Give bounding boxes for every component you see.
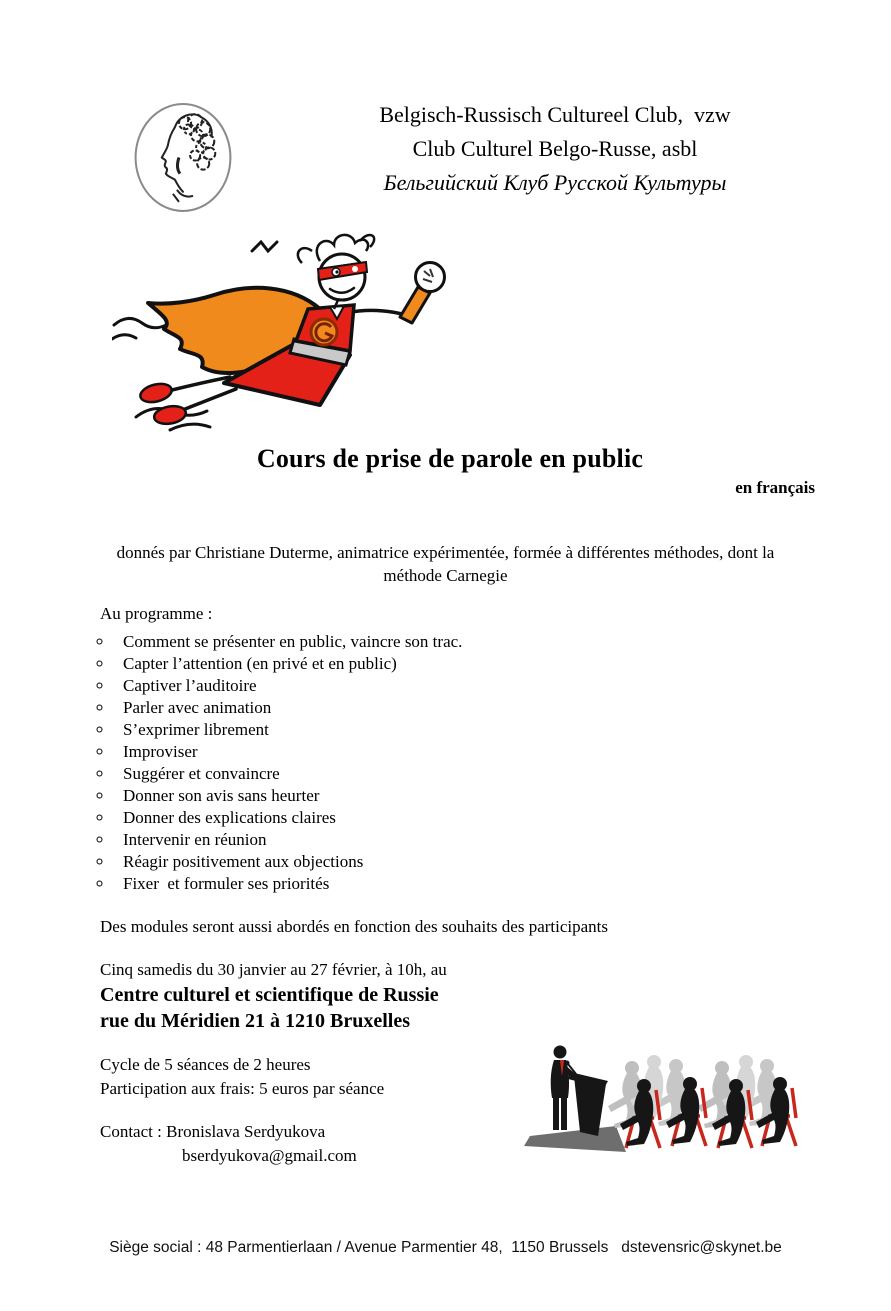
superheroine-microphone-illustration-icon [112,226,460,440]
programme-item: ◦ Parler avec animation [114,697,462,719]
venue-address: rue du Méridien 21 à 1210 Bruxelles [100,1010,410,1032]
programme-section [100,603,462,895]
trainer-intro: donnés par Christiane Duterme, animatrice expérimentée, formée à différentes méthodes, dont la méthode Carnegie [116,543,779,585]
contact-section [100,1120,357,1168]
club-name-block [280,98,830,200]
modules-note: Des modules seront aussi abordés en fonction des souhaits des participants [100,917,609,936]
club-logo-pushkin-medallion-icon [132,101,234,214]
schedule-section [100,958,447,1034]
programme-item: ◦ Suggérer et convaincre [114,763,462,785]
programme-item: ◦ Capter l’attention (en privé et en public) [114,653,462,675]
programme-item: ◦ Réagir positivement aux objections [114,851,462,873]
programme-list [100,631,462,895]
course-details [100,1053,384,1101]
contact-email: bserdyukova@gmail.com [182,1146,357,1165]
programme-item: ◦ S’exprimer librement [114,719,462,741]
programme-item: ◦ Comment se présenter en public, vaincre son trac. [114,631,462,653]
registered-office-footer: Siège social : 48 Parmentierlaan / Avenue Parmentier 48, 1150 Brussels dstevensric@skynet.be [109,1239,782,1256]
programme-heading: Au programme : [100,604,213,623]
fee-info: Participation aux frais: 5 euros par séance [100,1079,385,1098]
programme-item: ◦ Captiver l’auditoire [114,675,462,697]
venue-name: Centre culturel et scientifique de Russie [100,984,439,1006]
programme-item: ◦ Donner des explications claires [114,807,462,829]
programme-item: ◦ Donner son avis sans heurter [114,785,462,807]
language-note: en français [735,478,815,497]
schedule-dates: Cinq samedis du 30 janvier au 27 février, à 10h, au [100,960,447,979]
programme-item: ◦ Improviser [114,741,462,763]
cycle-info: Cycle de 5 séances de 2 heures [100,1055,311,1074]
programme-item: ◦ Fixer et formuler ses priorités [114,873,462,895]
club-name-dutch: Belgisch-Russisch Cultureel Club, vzw [379,102,731,127]
speaker-audience-illustration-icon [524,1038,802,1156]
club-name-russian: Бельгийский Клуб Русской Культуры [383,170,727,195]
club-name-french: Club Culturel Belgo-Russe, asbl [412,136,698,161]
contact-name: Contact : Bronislava Serdyukova [100,1122,326,1141]
page-title: Cours de prise de parole en public [256,444,644,473]
programme-item: ◦ Intervenir en réunion [114,829,462,851]
